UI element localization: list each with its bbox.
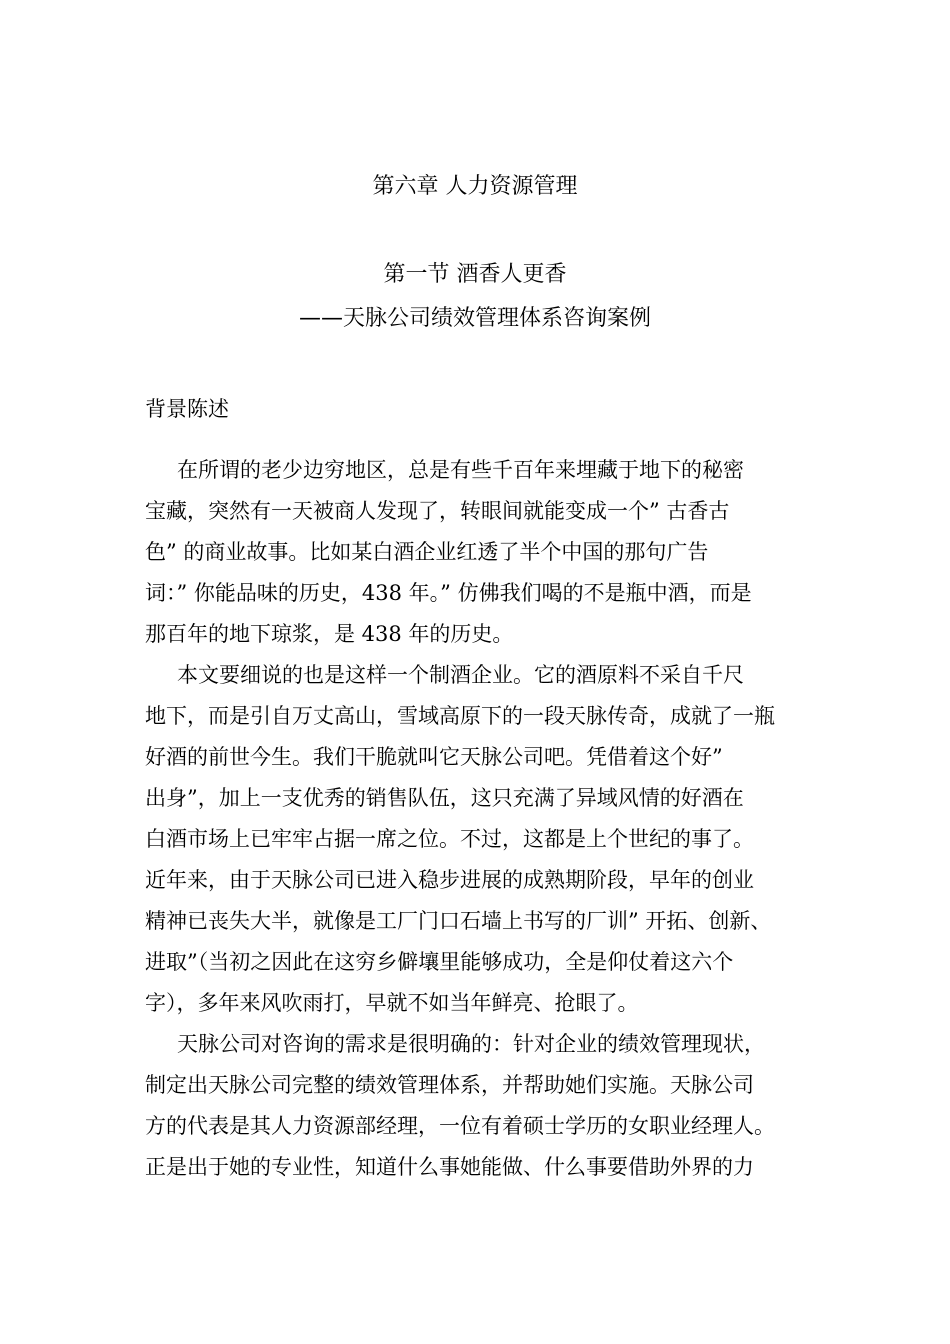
paragraph-2-line-1: 本文要细说的也是这样一个制酒企业。它的酒原料不采自千尺 <box>177 663 744 687</box>
paragraph-2-line-9: 字），多年来风吹雨打，早就不如当年鲜亮、抢眼了。 <box>145 991 639 1015</box>
section-subtitle: ——天脉公司绩效管理体系咨询案例 <box>298 306 651 331</box>
paragraph-2-line-7: 精神已丧失大半，就像是工厂门口石墙上书写的厂训” 开拓、创新、 <box>145 909 772 933</box>
paragraph-2-line-4: 出身”，加上一支优秀的销售队伍，这只充满了异域风情的好酒在 <box>145 786 744 810</box>
paragraph-2-line-3: 好酒的前世今生。我们干脆就叫它天脉公司吧。凭借着这个好” <box>145 745 723 769</box>
paragraph-2-line-5: 白酒市场上已牢牢占据一席之位。不过，这都是上个世纪的事了。 <box>145 827 754 851</box>
paragraph-2-line-2: 地下，而是引自万丈高山，雪域高原下的一段天脉传奇，成就了一瓶 <box>145 704 775 728</box>
background-heading: 背景陈述 <box>145 397 229 421</box>
paragraph-3-line-3: 方的代表是其人力资源部经理，一位有着硕士学历的女职业经理人。 <box>145 1114 775 1138</box>
chapter-title: 第六章 人力资源管理 <box>372 174 578 199</box>
paragraph-3-line-4: 正是出于她的专业性，知道什么事她能做、什么事要借助外界的力 <box>145 1155 754 1179</box>
paragraph-3-line-2: 制定出天脉公司完整的绩效管理体系，并帮助她们实施。天脉公司 <box>145 1073 754 1097</box>
paragraph-1-line-3: 色” 的商业故事。比如某白酒企业红透了半个中国的那句广告 <box>145 540 709 564</box>
paragraph-1-line-1: 在所谓的老少边穷地区，总是有些千百年来埋藏于地下的秘密 <box>177 458 744 482</box>
paragraph-1-line-4: 词：” 你能品味的历史，438 年。” 仿佛我们喝的不是瓶中酒，而是 <box>145 581 752 605</box>
paragraph-2-line-6: 近年来，由于天脉公司已进入稳步进展的成熟期阶段，早年的创业 <box>145 868 754 892</box>
paragraph-1-line-2: 宝藏，突然有一天被商人发现了，转眼间就能变成一个” 古香古 <box>145 499 730 523</box>
paragraph-1-line-5: 那百年的地下琼浆，是 438 年的历史。 <box>145 622 514 646</box>
section-title: 第一节 酒香人更香 <box>383 262 567 287</box>
paragraph-3-line-1: 天脉公司对咨询的需求是很明确的：针对企业的绩效管理现状， <box>177 1032 765 1056</box>
paragraph-2-line-8: 进取”（当初之因此在这穷乡僻壤里能够成功，全是仰仗着这六个 <box>145 950 734 974</box>
